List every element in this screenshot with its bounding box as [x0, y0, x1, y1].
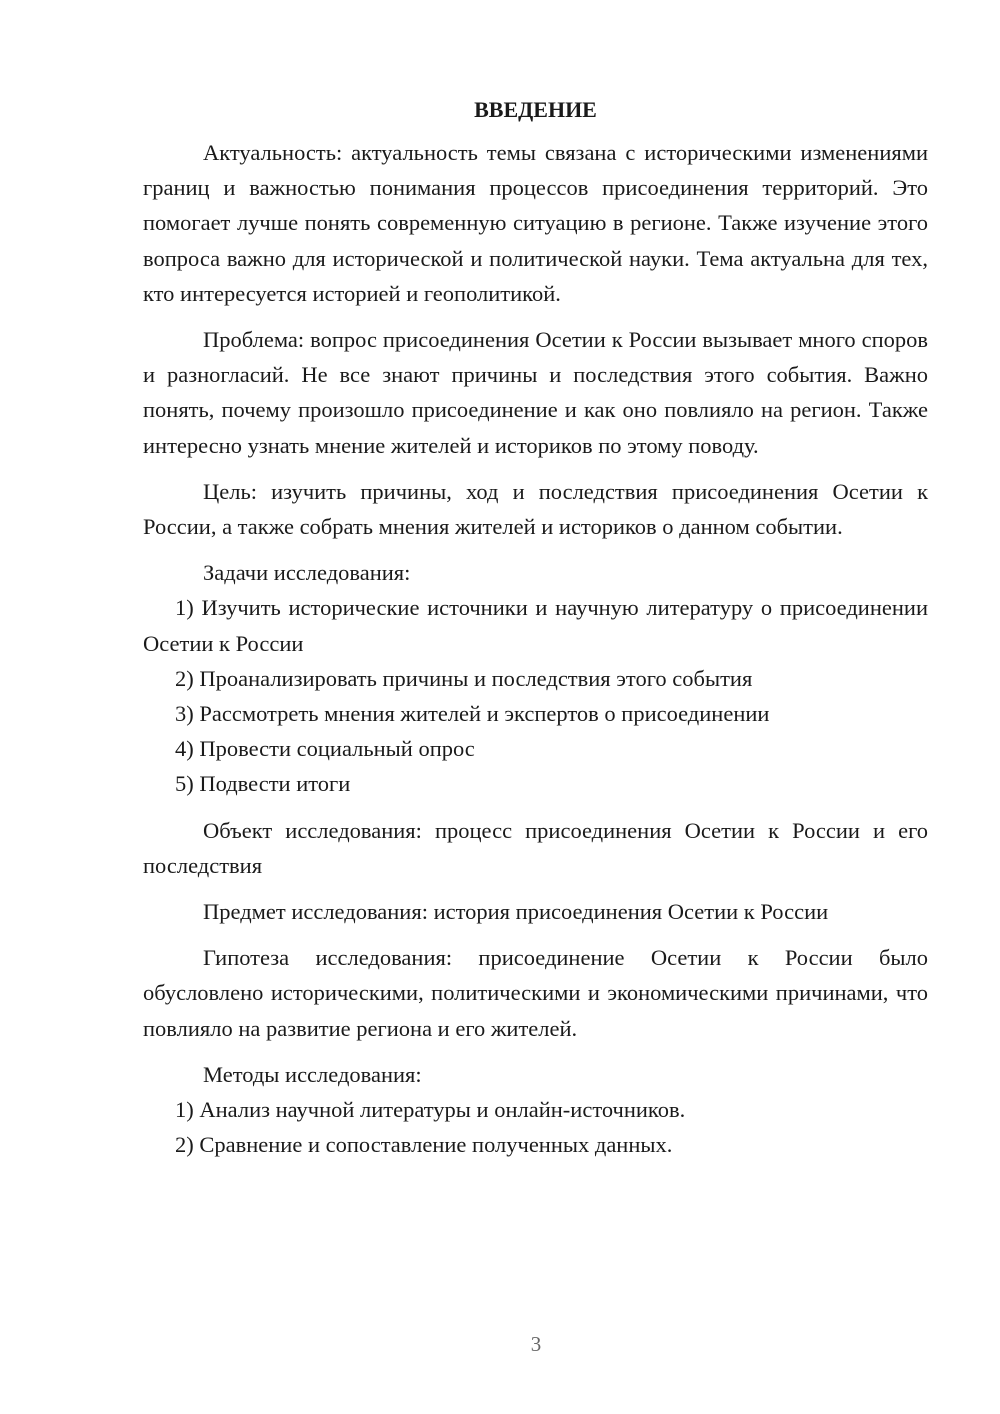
task-item-3: 3) Рассмотреть мнения жителей и экспертов о присоединении: [175, 701, 770, 727]
goal-paragraph: Цель: изучить причины, ход и последствия присоединения Осетии к России, а также собрать мнения жителей и историков о данном событии.: [143, 478, 928, 540]
method-item-2: 2) Сравнение и сопоставление полученных данных.: [175, 1132, 673, 1158]
methods-title: Методы исследования:: [203, 1061, 422, 1087]
page-number: 3: [530, 1332, 542, 1356]
subject-paragraph: Предмет исследования: история присоединения Осетии к России: [203, 899, 829, 925]
object-paragraph: Объект исследования: процесс присоединения Осетии к России и его последствия: [143, 817, 928, 878]
task-item-1: 1) Изучить исторические источники и научную литературу о присоединении Осетии к России: [143, 595, 928, 656]
task-item-2: 2) Проанализировать причины и последствия этого события: [175, 665, 753, 691]
method-item-1: 1) Анализ научной литературы и онлайн-источников.: [175, 1097, 686, 1123]
page-content: [143, 92, 928, 1162]
problem-paragraph: Проблема: вопрос присоединения Осетии к России вызывает много споров и разногласий. Не все знают причины и последствия этого события. Важно понять, почему произошло присоединение и как оно повлияло на регион. Также интересно узнать мнение жителей и историков по этому поводу.: [143, 327, 928, 458]
relevance-paragraph: Актуальность: актуальность темы связана с историческими изменениями границ и важностью понимания процессов присоединения территорий. Это помогает лучше понять современную ситуацию в регионе. Также изучение этого вопроса важно для исторической и политической науки. Тема актуальна для тех, кто интересуется историей и геополитикой.: [143, 140, 928, 306]
hypothesis-paragraph: Гипотеза исследования: присоединение Осетии к России было обусловлено историческими, политическими и экономическими причинами, что повлияло на развитие региона и его жителей.: [143, 945, 928, 1041]
tasks-title: Задачи исследования:: [203, 560, 411, 586]
task-item-5: 5) Подвести итоги: [175, 771, 351, 797]
section-heading: ВВЕДЕНИЕ: [474, 97, 597, 122]
task-item-4: 4) Провести социальный опрос: [175, 736, 475, 762]
